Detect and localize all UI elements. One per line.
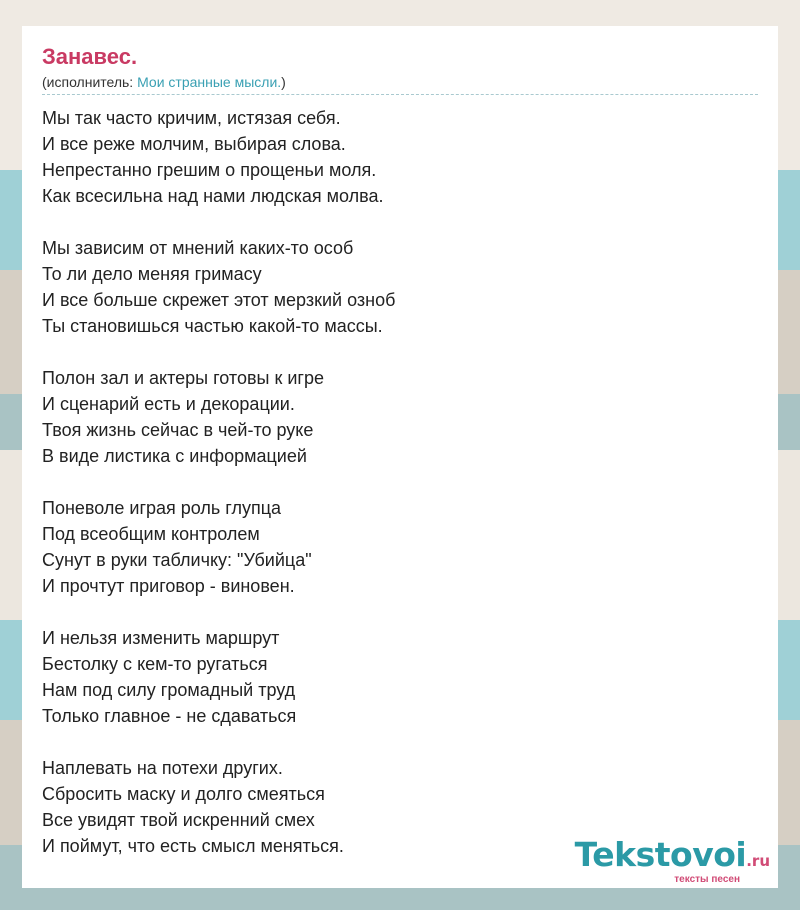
stanza xyxy=(42,105,758,209)
lyric-line: И прочтут приговор - виновен. xyxy=(42,576,295,596)
logo-name: Tekstovoi xyxy=(574,835,747,874)
stanza xyxy=(42,625,758,729)
lyric-line: Мы зависим от мнений каких-то особ xyxy=(42,238,354,258)
lyric-line: Непрестанно грешим о прощеньи моля. xyxy=(42,160,377,180)
lyric-line: Полон зал и актеры готовы к игре xyxy=(42,368,324,388)
stanza xyxy=(42,235,758,339)
lyrics-card xyxy=(22,26,778,888)
logo-wordmark xyxy=(574,835,770,878)
lyric-line: Как всесильна над нами людская молва. xyxy=(42,186,384,206)
lyrics-body xyxy=(42,105,758,859)
lyric-line: И все реже молчим, выбирая слова. xyxy=(42,134,346,154)
lyric-line: И все больше скрежет этот мерзкий озноб xyxy=(42,290,396,310)
lyric-line: Все увидят твой искренний смех xyxy=(42,810,315,830)
lyric-line: Наплевать на потехи других. xyxy=(42,758,283,778)
lyric-line: Сунут в руки табличку: "Убийца" xyxy=(42,550,312,570)
lyric-line: И поймут, что есть смысл меняться. xyxy=(42,836,344,856)
lyric-line: Только главное - не сдаваться xyxy=(42,706,297,726)
lyric-line: Нам под силу громадный труд xyxy=(42,680,296,700)
lyric-line: В виде листика с информацией xyxy=(42,446,307,466)
lyric-line: Под всеобщим контролем xyxy=(42,524,260,544)
lyric-line: Твоя жизнь сейчас в чей-то руке xyxy=(42,420,314,440)
lyric-line: И нельзя изменить маршрут xyxy=(42,628,280,648)
performer-line xyxy=(42,73,758,95)
logo-tld: .ru xyxy=(746,852,770,870)
song-title: Занавес. xyxy=(42,44,138,69)
lyric-line: То ли дело меняя гримасу xyxy=(42,264,262,284)
lyric-line: Мы так часто кричим, истязая себя. xyxy=(42,108,341,128)
performer-link[interactable]: Мои странные мысли. xyxy=(137,74,282,90)
performer-suffix: ) xyxy=(281,74,286,90)
stanza xyxy=(42,365,758,469)
lyric-line: Поневоле играя роль глупца xyxy=(42,498,282,518)
lyric-line: Сбросить маску и долго смеяться xyxy=(42,784,325,804)
stanza xyxy=(42,495,758,599)
lyric-line: И сценарий есть и декорации. xyxy=(42,394,295,414)
logo-tagline: тексты песен xyxy=(674,874,740,885)
performer-prefix: (исполнитель: xyxy=(42,74,138,90)
lyric-line: Ты становишься частью какой-то массы. xyxy=(42,316,383,336)
site-logo[interactable] xyxy=(574,835,770,886)
lyric-line: Бестолку с кем-то ругаться xyxy=(42,654,268,674)
